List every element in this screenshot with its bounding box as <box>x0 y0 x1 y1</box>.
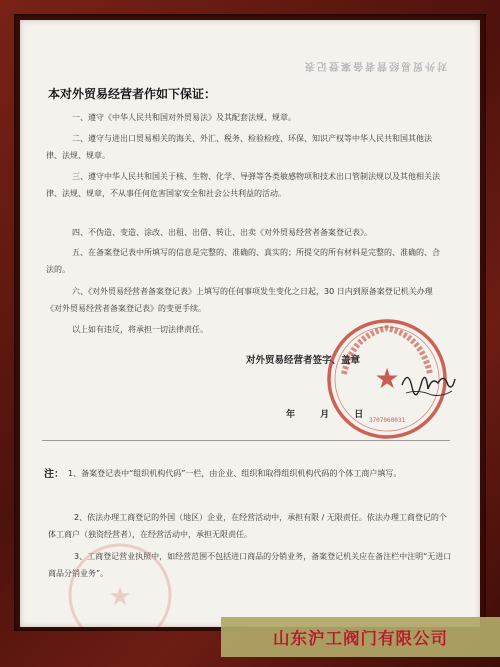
clause-2: 二、遵守与进出口贸易相关的海关、外汇、税务、检验检疫、环保、知识产权等中华人民共和国其他法律、法规、规章。 <box>46 134 432 160</box>
clause-1: 一、遵守《中华人民共和国对外贸易法》及其配套法规、规章。 <box>72 113 296 122</box>
handwritten-signature <box>398 363 458 403</box>
seal-code: 3707060031 <box>368 417 406 424</box>
clause-3: 三、遵守中华人民共和国关于核、生物、化学、导弹等各类敏感物项和技术出口管制法规以及其他相关法律、法规、规章，不从事任何危害国家安全和社会公共利益的活动。 <box>46 172 440 198</box>
certificate-paper <box>20 20 480 627</box>
company-name-banner: 山东沪工阀门有限公司 <box>221 617 500 657</box>
liability-statement: 以上如有违反，将承担一切法律责任。 <box>72 325 208 334</box>
clause-5: 五、在备案登记表中所填写的信息是完整的、准确的、真实的；所提交的所有材料是完整的、准确的、合法的。 <box>46 248 440 274</box>
faded-seal-watermark <box>60 535 180 627</box>
signature-label: 对外贸易经营者签字、盖章 <box>246 355 361 366</box>
section-divider <box>42 440 450 441</box>
svg-text:★: ★ <box>374 362 400 395</box>
svg-text:★: ★ <box>108 582 132 612</box>
notes-label: 注： <box>44 469 64 480</box>
note-2: 2、依法办理工商登记的外国（地区）企业，在经营活动中，承担有限 / 无限责任。依法办理工商登记的个体工商户（独资经营者），在经营活动中，承担无限责任。 <box>48 513 447 539</box>
declaration-heading: 本对外贸易经营者作如下保证： <box>48 87 217 101</box>
note-1: 1、备案登记表中“组织机构代码”一栏，由企业、组织和取得组织机构代码的个体工商户填写。 <box>68 469 402 478</box>
faded-form-title: 对外贸易经营者备案登记表 <box>303 60 447 71</box>
clause-6: 六、《对外贸易经营者备案登记表》上填写的任何事项发生变化之日起，30 日内到原备案登记机关办理《对外贸易经营者备案登记表》的变更手续。 <box>46 287 433 313</box>
note-3: 3、工商登记营业执照中，如经营范围不包括进口商品的分销业务，备案登记机关应在备注栏中注明“无进口商品分销业务”。 <box>48 552 452 578</box>
date-line: 年 月 日 <box>286 410 364 420</box>
clause-4: 四、不伪造、变造、涂改、出租、出借、转让、出卖《对外贸易经营者备案登记表》。 <box>72 228 372 237</box>
